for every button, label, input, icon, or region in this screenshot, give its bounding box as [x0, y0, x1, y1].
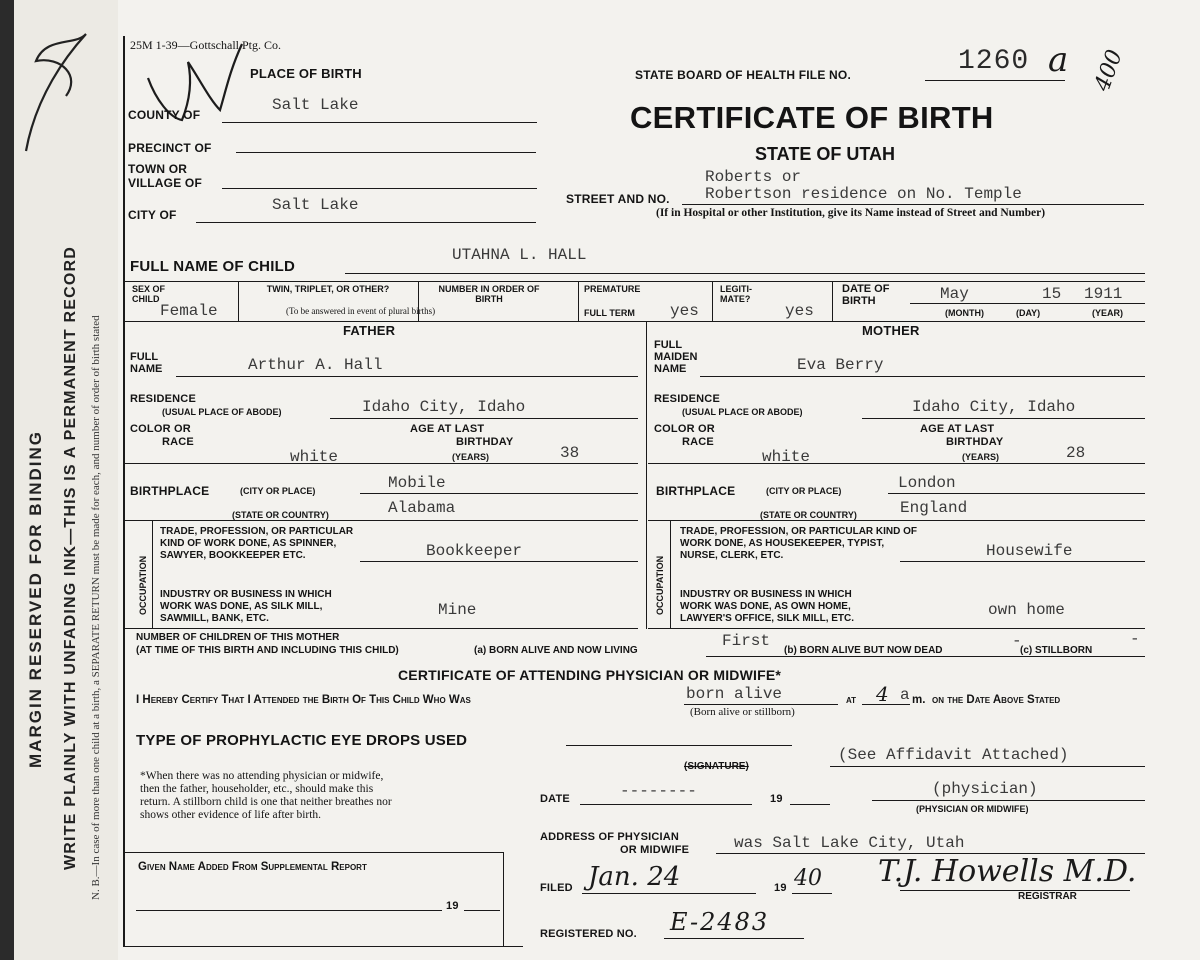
date-year: 19	[770, 793, 783, 805]
father-residence-sub: (USUAL PLACE OF ABODE)	[162, 407, 282, 417]
father-color-line	[125, 463, 638, 464]
mother-industry-value: own home	[988, 601, 1065, 619]
born-alive-value: First	[722, 632, 771, 650]
father-full-label: FULL	[130, 351, 159, 363]
birth-status-value: born alive	[686, 685, 783, 703]
day-label: (DAY)	[1016, 308, 1041, 318]
father-age-label-3: (YEARS)	[452, 452, 490, 462]
mother-birthplace-label: BIRTHPLACE	[656, 484, 736, 498]
town-line	[222, 188, 537, 189]
child-row-div4	[712, 281, 713, 321]
file-no-label: STATE BOARD OF HEALTH FILE NO.	[635, 68, 851, 82]
mother-name-value: Eva Berry	[797, 356, 884, 374]
mother-race-label: RACE	[682, 436, 714, 448]
mother-color-label: COLOR OR	[654, 423, 715, 435]
given-name-line	[136, 910, 442, 911]
address-label-1: ADDRESS OF PHYSICIAN	[540, 831, 680, 843]
birth-time-unit: a	[900, 686, 910, 704]
birth-time-line	[862, 704, 910, 705]
registered-no-line	[664, 938, 804, 939]
father-name-label: NAME	[130, 363, 163, 375]
parents-center-divider	[646, 321, 647, 629]
registered-no-value: E-2483	[670, 908, 770, 936]
father-color-value: white	[290, 448, 339, 466]
child-name-value: UTAHNA L. HALL	[452, 246, 587, 264]
mother-birthplace-city: London	[898, 474, 956, 492]
father-occupation-divider	[152, 520, 153, 628]
mother-residence-value: Idaho City, Idaho	[912, 398, 1076, 416]
filed-year-line	[792, 893, 832, 894]
father-state-line	[125, 520, 638, 521]
birth-status-line	[684, 704, 838, 705]
file-no-line	[925, 80, 1065, 81]
eye-drops-label: TYPE OF PROPHYLACTIC EYE DROPS USED	[136, 732, 468, 749]
mother-trade-value: Housewife	[986, 542, 1073, 560]
mother-state-country-label: (STATE OR COUNTRY)	[760, 510, 857, 520]
registrar-signature: T.J. Howells M.D.	[878, 854, 1137, 889]
father-age-value: 38	[560, 444, 580, 462]
father-age-label-2: BIRTHDAY	[456, 436, 514, 448]
mother-occupation-divider	[670, 520, 671, 628]
mother-birthplace-state: England	[900, 499, 968, 517]
child-name-line	[345, 273, 1145, 274]
child-row-div3	[578, 281, 579, 321]
father-name-line	[176, 376, 638, 377]
given-name-year: 19	[446, 900, 459, 912]
mother-industry-line	[648, 628, 1145, 629]
father-industry-value: Mine	[438, 601, 477, 619]
given-name-label: Given Name Added From Supplemental Report	[138, 861, 367, 873]
address-value: was Salt Lake City, Utah	[734, 834, 965, 852]
file-side-note: 400	[1090, 46, 1128, 95]
physician-line	[872, 800, 1145, 801]
children-line	[706, 656, 1145, 657]
child-row-top	[125, 281, 1145, 282]
filed-label: FILED	[540, 882, 573, 894]
place-of-birth-heading: PLACE OF BIRTH	[250, 66, 362, 81]
now-dead-value: -	[1012, 632, 1022, 650]
printer-imprint: 25M 1-39—Gottschall Ptg. Co.	[130, 38, 282, 52]
father-industry-label-2: WORK WAS DONE, AS SILK MILL,	[160, 601, 323, 612]
father-trade-label-2: KIND OF WORK DONE, AS SPINNER,	[160, 538, 337, 549]
mother-industry-label-3: LAWYER'S OFFICE, SILK MILL, ETC.	[680, 613, 855, 624]
mother-age-label-3: (YEARS)	[962, 452, 1000, 462]
county-value: Salt Lake	[272, 96, 359, 114]
father-industry-line	[125, 628, 638, 629]
mother-age-label-1: AGE AT LAST	[920, 423, 995, 435]
mother-residence-line	[862, 418, 1145, 419]
city-value: Salt Lake	[272, 196, 359, 214]
dob-year: 1911	[1084, 285, 1123, 303]
margin-ink-text: WRITE PLAINLY WITH UNFADING INK—THIS IS A PERMANENT RECORD	[62, 246, 79, 870]
father-residence-label: RESIDENCE	[130, 393, 196, 405]
registrar-line	[900, 890, 1130, 891]
dob-line	[910, 303, 1145, 304]
mother-trade-label-1: TRADE, PROFESSION, OR PARTICULAR KIND OF	[680, 526, 918, 537]
file-no-value: 1260	[958, 46, 1030, 77]
footnote-line-3: return. A stillborn child is one that neither breathes nor	[140, 796, 392, 808]
child-row-bottom	[125, 321, 1145, 322]
sex-value: Female	[160, 302, 218, 320]
town-label-2: VILLAGE OF	[128, 176, 202, 190]
mother-occupation-vertical: OCCUPATION	[655, 555, 665, 615]
mother-industry-label-2: WORK WAS DONE, AS OWN HOME,	[680, 601, 851, 612]
mother-maiden-label: MAIDEN	[654, 351, 698, 363]
father-state-country-label: (STATE OR COUNTRY)	[232, 510, 329, 520]
dob-day: 15	[1042, 285, 1062, 303]
certify-text: I Hereby Certify That I Attended the Birth Of This Child Who Was	[136, 694, 471, 706]
mother-state-line	[648, 520, 1145, 521]
mother-age-value: 28	[1066, 444, 1086, 462]
child-row-div1	[238, 281, 239, 321]
footnote-line-4: shows other evidence of life after birth.	[140, 809, 322, 821]
footnote-line-2: then the father, householder, etc., should make this	[140, 783, 374, 795]
file-no-suffix: a	[1048, 40, 1069, 80]
dob-label: DATE OF BIRTH	[842, 283, 890, 307]
father-birthplace-city-line	[360, 493, 638, 494]
mother-residence-label: RESIDENCE	[654, 393, 720, 405]
birth-time-value: 4	[876, 682, 889, 706]
certificate-heading: CERTIFICATE OF ATTENDING PHYSICIAN OR MIDWIFE*	[398, 667, 782, 683]
filed-date: Jan. 24	[588, 862, 681, 892]
mother-name-line	[700, 376, 1145, 377]
father-trade-label-3: SAWYER, BOOKKEEPER ETC.	[160, 550, 306, 561]
date-label: DATE	[540, 793, 570, 805]
signature-label: (SIGNATURE)	[684, 761, 749, 772]
year-label: (YEAR)	[1092, 308, 1123, 318]
city-line	[196, 222, 536, 223]
filed-date-line	[582, 893, 756, 894]
father-occupation-vertical: OCCUPATION	[138, 555, 148, 615]
mother-trade-label-3: NURSE, CLERK, ETC.	[680, 550, 784, 561]
margin-binding-text: MARGIN RESERVED FOR BINDING	[26, 430, 45, 768]
given-name-box-right	[503, 852, 504, 946]
sex-label: SEX OF CHILD	[132, 284, 166, 304]
stillborn-label: (c) STILLBORN	[1020, 645, 1093, 656]
month-label: (MONTH)	[945, 308, 984, 318]
street-value-line2: Robertson residence on No. Temple	[705, 185, 1022, 203]
signature-line	[830, 766, 1145, 767]
father-residence-line	[330, 418, 638, 419]
mother-residence-sub: (USUAL PLACE OR ABODE)	[682, 407, 803, 417]
at-label: at	[846, 694, 857, 706]
mother-city-place-label: (CITY OR PLACE)	[766, 486, 842, 496]
mother-full-label: FULL	[654, 339, 683, 351]
full-term-label: FULL TERM	[584, 308, 635, 318]
county-line	[222, 122, 537, 123]
certificate-subtitle: STATE OF UTAH	[755, 144, 895, 164]
father-birthplace-city: Mobile	[388, 474, 446, 492]
now-dead-label: (b) BORN ALIVE BUT NOW DEAD	[784, 645, 943, 656]
father-city-place-label: (CITY OR PLACE)	[240, 486, 316, 496]
filed-year: 40	[794, 866, 822, 891]
father-birthplace-label: BIRTHPLACE	[130, 484, 210, 498]
legit-value: yes	[785, 302, 814, 320]
footnote-line-1: *When there was no attending physician or midwife,	[140, 770, 384, 782]
form-left-border	[123, 36, 125, 946]
eye-drops-line	[566, 745, 792, 746]
street-value-line1: Roberts or	[705, 168, 802, 186]
father-age-label-1: AGE AT LAST	[410, 423, 485, 435]
on-date-text: on the Date Above Stated	[932, 694, 1061, 706]
child-row-div5	[832, 281, 833, 321]
father-race-label: RACE	[162, 436, 194, 448]
mother-birthplace-city-line	[888, 493, 1145, 494]
certificate-title: CERTIFICATE OF BIRTH	[630, 100, 994, 135]
mother-trade-line	[900, 561, 1145, 562]
margin-scribble-mark	[6, 16, 116, 166]
father-industry-label-1: INDUSTRY OR BUSINESS IN WHICH	[160, 589, 332, 600]
twin-label: TWIN, TRIPLET, OR OTHER?	[266, 284, 390, 294]
birth-time-m: m.	[912, 694, 926, 706]
child-name-label: FULL NAME OF CHILD	[130, 258, 295, 275]
physician-label: (PHYSICIAN OR MIDWIFE)	[916, 804, 1029, 814]
mother-trade-label-2: WORK DONE, AS HOUSEKEEPER, TYPIST,	[680, 538, 885, 549]
address-label-2: OR MIDWIFE	[620, 844, 690, 856]
street-label: STREET AND NO.	[566, 192, 670, 206]
signature-value: (See Affidavit Attached)	[838, 746, 1069, 764]
physician-value: (physician)	[932, 780, 1038, 798]
stillborn-value: -	[1130, 630, 1140, 648]
street-line	[682, 204, 1144, 205]
mother-color-value: white	[762, 448, 811, 466]
margin-note-text: N. B.—In case of more than one child at a birth, a SEPARATE RETURN must be made for each, and number of order of birth stated	[90, 315, 102, 900]
father-heading: FATHER	[343, 323, 396, 338]
full-term-value: yes	[670, 302, 699, 320]
father-name-value: Arthur A. Hall	[248, 356, 383, 374]
born-alive-label: (a) BORN ALIVE AND NOW LIVING	[474, 645, 638, 656]
father-birthplace-state: Alabama	[388, 499, 456, 517]
mother-industry-label-1: INDUSTRY OR BUSINESS IN WHICH	[680, 589, 852, 600]
hospital-note: (If in Hospital or other Institution, give its Name instead of Street and Number)	[656, 207, 1046, 219]
mother-name-label: NAME	[654, 363, 687, 375]
order-label: NUMBER IN ORDER OF BIRTH	[438, 284, 540, 304]
city-label: CITY OF	[128, 208, 177, 222]
date-line	[580, 804, 752, 805]
dob-month: May	[940, 285, 969, 303]
registered-no-label: REGISTERED NO.	[540, 928, 637, 940]
filed-year-prefix: 19	[774, 882, 787, 894]
twin-note: (To be answered in event of plural births)	[286, 306, 436, 316]
date-value: --------	[620, 782, 697, 800]
mother-age-label-2: BIRTHDAY	[946, 436, 1004, 448]
father-trade-value: Bookkeeper	[426, 542, 523, 560]
father-residence-value: Idaho City, Idaho	[362, 398, 526, 416]
father-industry-label-3: SAWMILL, BANK, ETC.	[160, 613, 269, 624]
precinct-label: PRECINCT OF	[128, 141, 212, 155]
county-label: COUNTY OF	[128, 108, 201, 122]
premature-label: PREMATURE	[584, 284, 641, 294]
father-trade-line	[360, 561, 638, 562]
given-name-year-line	[464, 910, 500, 911]
town-label-1: TOWN OR	[128, 162, 188, 176]
father-color-label: COLOR OR	[130, 423, 191, 435]
date-year-line	[790, 804, 830, 805]
registrar-label: REGISTRAR	[1018, 891, 1077, 902]
birth-status-note: (Born alive or stillborn)	[690, 706, 795, 718]
precinct-line	[236, 152, 536, 153]
mother-heading: MOTHER	[862, 323, 920, 338]
legit-label: LEGITI- MATE?	[720, 284, 752, 304]
form-bottom-border	[123, 946, 523, 947]
children-label-1: NUMBER OF CHILDREN OF THIS MOTHER	[136, 632, 340, 643]
children-label-2: (AT TIME OF THIS BIRTH AND INCLUDING THIS CHILD)	[136, 645, 399, 656]
father-trade-label-1: TRADE, PROFESSION, OR PARTICULAR	[160, 526, 354, 537]
mother-color-line	[648, 463, 1145, 464]
given-name-box-top	[123, 852, 503, 853]
